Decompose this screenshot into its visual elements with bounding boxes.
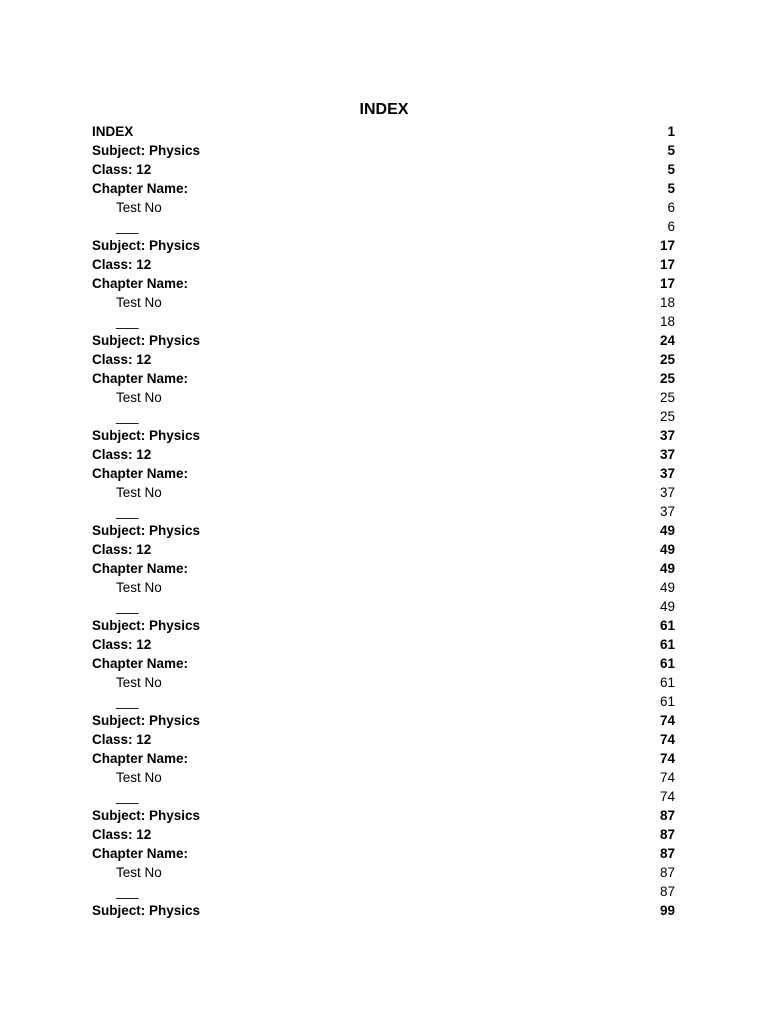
toc-entry[interactable]: [92, 597, 675, 616]
toc-entry[interactable]: [92, 293, 675, 312]
toc-entry[interactable]: [92, 806, 675, 825]
toc-entry[interactable]: [92, 844, 675, 863]
toc-entry-page-number: 37: [659, 428, 675, 443]
toc-entry[interactable]: [92, 255, 675, 274]
toc-entry[interactable]: [92, 122, 675, 141]
toc-entry-label: Chapter Name:: [92, 846, 189, 861]
toc-entry[interactable]: [92, 825, 675, 844]
toc-entry[interactable]: [92, 749, 675, 768]
toc-entry-label: Chapter Name:: [92, 751, 189, 766]
toc-entry-page-number: 17: [659, 276, 675, 291]
toc-entry[interactable]: [92, 369, 675, 388]
toc-entry-label: Test No: [116, 200, 162, 215]
toc-entry[interactable]: [92, 901, 675, 920]
toc-entry[interactable]: [92, 160, 675, 179]
toc-entry-label: Subject: Physics: [92, 143, 201, 158]
toc-entry-page-number: 49: [659, 599, 675, 614]
toc-entry-page-number: 24: [659, 333, 675, 348]
toc-entry-label: Class: 12: [92, 637, 152, 652]
toc-entry-page-number: 6: [667, 200, 675, 215]
toc-entry-label: Class: 12: [92, 352, 152, 367]
toc-entry-page-number: 49: [659, 542, 675, 557]
toc-entry[interactable]: [92, 711, 675, 730]
toc-entry-page-number: 87: [659, 808, 675, 823]
toc-entry-label: Subject: Physics: [92, 808, 201, 823]
toc-entry-page-number: 61: [659, 656, 675, 671]
toc-entry[interactable]: [92, 198, 675, 217]
toc-entry[interactable]: [92, 388, 675, 407]
toc-entry-label: Subject: Physics: [92, 428, 201, 443]
toc-entry-page-number: 25: [659, 371, 675, 386]
toc-entry-label: Test No: [116, 390, 162, 405]
toc-entry-page-number: 5: [667, 181, 675, 196]
toc-entry[interactable]: [92, 312, 675, 331]
toc-entry-page-number: 61: [659, 637, 675, 652]
toc-entry-label: Chapter Name:: [92, 561, 189, 576]
toc-entry[interactable]: [92, 350, 675, 369]
toc-entry-page-number: 18: [659, 314, 675, 329]
toc-entry-label: Subject: Physics: [92, 713, 201, 728]
toc-entry-label: Subject: Physics: [92, 903, 201, 918]
toc-entry-page-number: 17: [659, 238, 675, 253]
toc-entry-label: Test No: [116, 865, 162, 880]
toc-entry[interactable]: [92, 768, 675, 787]
toc-entry-page-number: 61: [659, 618, 675, 633]
toc-entry[interactable]: [92, 331, 675, 350]
toc-entry[interactable]: [92, 521, 675, 540]
toc-entry-page-number: 25: [659, 409, 675, 424]
toc-entry-page-number: 17: [659, 257, 675, 272]
toc-entry-page-number: 37: [659, 466, 675, 481]
toc-entry-label: ___: [116, 694, 139, 709]
toc-entry-page-number: 37: [659, 447, 675, 462]
toc-entry-label: Chapter Name:: [92, 466, 189, 481]
toc-entry-label: ___: [116, 884, 139, 899]
toc-entry[interactable]: [92, 540, 675, 559]
toc-entry-label: Test No: [116, 485, 162, 500]
toc-entry[interactable]: [92, 730, 675, 749]
toc-entry-label: Test No: [116, 295, 162, 310]
toc-entry-label: ___: [116, 219, 139, 234]
toc-entry-label: Subject: Physics: [92, 238, 201, 253]
toc-entry-label: Class: 12: [92, 827, 152, 842]
toc-entry-page-number: 37: [659, 485, 675, 500]
toc-entry[interactable]: [92, 635, 675, 654]
toc-entry-label: Class: 12: [92, 447, 152, 462]
toc-entry-page-number: 74: [659, 713, 675, 728]
toc-entry-label: Class: 12: [92, 257, 152, 272]
toc-entry[interactable]: [92, 673, 675, 692]
toc-entry[interactable]: [92, 426, 675, 445]
toc-entry[interactable]: [92, 559, 675, 578]
toc-entry-label: Subject: Physics: [92, 618, 201, 633]
toc-entry[interactable]: [92, 274, 675, 293]
toc-entry-label: Subject: Physics: [92, 333, 201, 348]
toc-entry-label: ___: [116, 314, 139, 329]
toc-entry-label: Subject: Physics: [92, 523, 201, 538]
toc-entry[interactable]: [92, 141, 675, 160]
toc-entry-page-number: 74: [659, 732, 675, 747]
toc-entry[interactable]: [92, 179, 675, 198]
toc-entry[interactable]: [92, 654, 675, 673]
toc-entry-label: ___: [116, 599, 139, 614]
toc-entry-page-number: 61: [659, 694, 675, 709]
toc-entry-page-number: 74: [659, 789, 675, 804]
toc-entry-page-number: 49: [659, 561, 675, 576]
toc-entry-page-number: 25: [659, 352, 675, 367]
toc-entry-page-number: 6: [667, 219, 675, 234]
toc-entry-label: Chapter Name:: [92, 181, 189, 196]
toc-entry[interactable]: [92, 787, 675, 806]
toc-entry-label: Chapter Name:: [92, 656, 189, 671]
toc-entry-label: Chapter Name:: [92, 371, 189, 386]
toc-entry-page-number: 25: [659, 390, 675, 405]
toc-entry[interactable]: [92, 464, 675, 483]
toc-entry[interactable]: [92, 882, 675, 901]
table-of-contents: [92, 122, 675, 920]
toc-entry-page-number: 5: [667, 143, 675, 158]
toc-entry-page-number: 87: [659, 865, 675, 880]
toc-entry[interactable]: [92, 578, 675, 597]
toc-entry-label: ___: [116, 409, 139, 424]
toc-entry[interactable]: [92, 407, 675, 426]
toc-entry-page-number: 74: [659, 751, 675, 766]
toc-entry-page-number: 87: [659, 827, 675, 842]
toc-entry-page-number: 18: [659, 295, 675, 310]
toc-entry-page-number: 49: [659, 580, 675, 595]
toc-entry[interactable]: [92, 502, 675, 521]
toc-entry-page-number: 74: [659, 770, 675, 785]
toc-entry-page-number: 1: [667, 124, 675, 139]
toc-entry-page-number: 37: [659, 504, 675, 519]
toc-entry-page-number: 61: [659, 675, 675, 690]
toc-entry-page-number: 99: [659, 903, 675, 918]
toc-entry-label: Test No: [116, 770, 162, 785]
toc-entry-page-number: 87: [659, 846, 675, 861]
toc-entry-page-number: 5: [667, 162, 675, 177]
toc-entry[interactable]: [92, 692, 675, 711]
toc-entry-label: Test No: [116, 580, 162, 595]
toc-entry[interactable]: [92, 863, 675, 882]
toc-entry-page-number: 49: [659, 523, 675, 538]
toc-entry-label: INDEX: [92, 124, 134, 139]
toc-entry-label: ___: [116, 789, 139, 804]
toc-entry-label: ___: [116, 504, 139, 519]
toc-entry[interactable]: [92, 445, 675, 464]
toc-entry[interactable]: [92, 236, 675, 255]
toc-entry-label: Class: 12: [92, 542, 152, 557]
toc-entry[interactable]: [92, 217, 675, 236]
toc-entry-label: Test No: [116, 675, 162, 690]
toc-entry-page-number: 87: [659, 884, 675, 899]
toc-entry-label: Class: 12: [92, 732, 152, 747]
page-title: INDEX: [359, 101, 409, 118]
toc-entry-label: Class: 12: [92, 162, 152, 177]
toc-entry[interactable]: [92, 616, 675, 635]
toc-entry[interactable]: [92, 483, 675, 502]
toc-entry-label: Chapter Name:: [92, 276, 189, 291]
